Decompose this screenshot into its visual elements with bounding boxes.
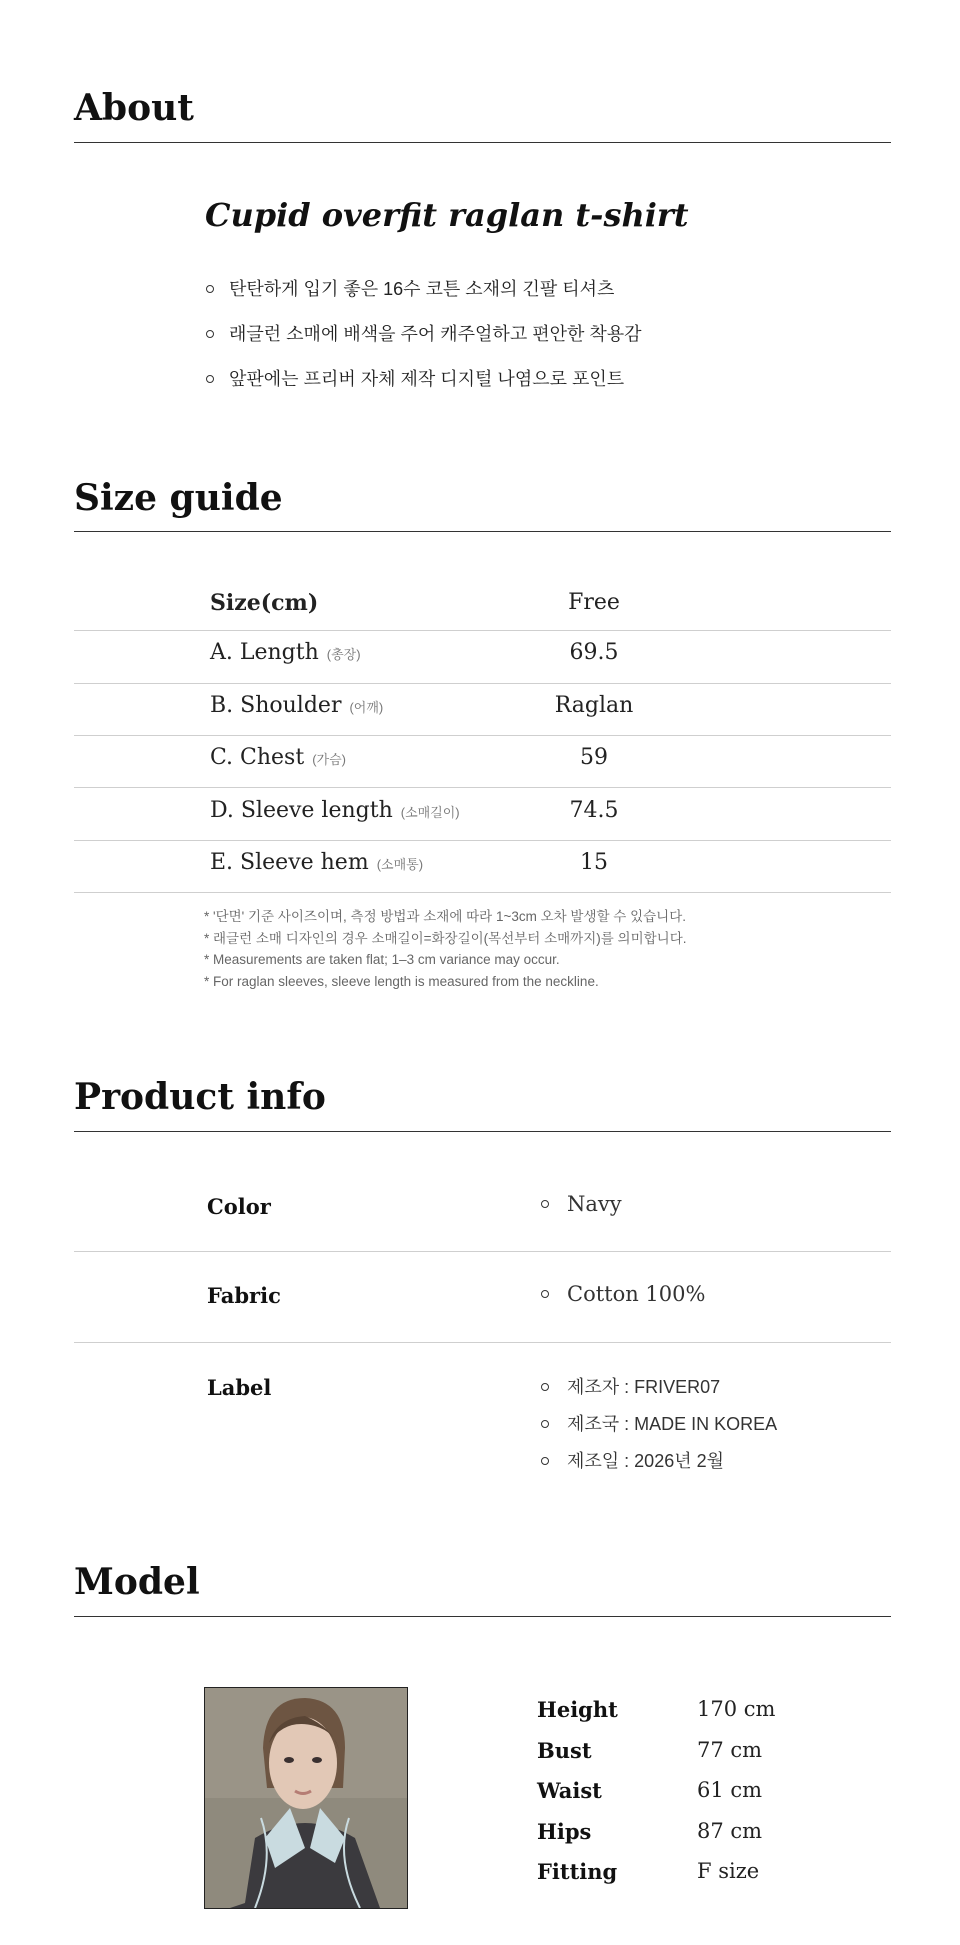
model-stat-row <box>537 1859 837 1900</box>
about-feature-item: 래글런 소매에 배색을 주어 캐주얼하고 편안한 착용감 <box>205 319 642 364</box>
size-note: * For raglan sleeves, sleeve length is measured from the neckline. <box>204 973 599 989</box>
product-info-row-divider <box>74 1251 891 1252</box>
size-note: * Measurements are taken flat; 1–3 cm variance may occur. <box>204 952 560 967</box>
size-row-value: 15 <box>580 850 608 875</box>
size-row-label: A. Length (총장) <box>210 640 361 665</box>
model-stat-key: Bust <box>537 1737 592 1763</box>
color-values <box>540 1189 622 1219</box>
model-heading: Model <box>74 1561 200 1603</box>
size-row-korean-label: (가슴) <box>312 752 346 767</box>
size-row-label: C. Chest (가슴) <box>210 745 346 770</box>
model-stat-value: 170 cm <box>697 1697 776 1721</box>
size-row-divider <box>74 840 891 841</box>
model-stat-row <box>537 1697 837 1738</box>
label-values <box>540 1369 777 1480</box>
fabric-value: Cotton 100% <box>540 1279 705 1309</box>
model-stats <box>537 1697 837 1900</box>
label-label: Label <box>207 1375 272 1400</box>
size-row-divider <box>74 683 891 684</box>
size-row-sleeve-length <box>74 790 891 842</box>
model-stat-key: Waist <box>537 1778 602 1803</box>
size-row-shoulder <box>74 685 891 737</box>
model-stat-key: Height <box>537 1697 618 1722</box>
model-stat-value: 77 cm <box>697 1737 763 1762</box>
about-feature-list <box>205 274 642 409</box>
label-value: 제조일 : 2026년 2월 <box>540 1443 777 1480</box>
product-name: Cupid overfit raglan t-shirt <box>205 196 689 234</box>
fabric-label: Fabric <box>207 1283 281 1308</box>
size-row-label: B. Shoulder (어깨) <box>210 693 384 718</box>
model-divider <box>74 1616 891 1617</box>
size-row-divider <box>74 892 891 893</box>
size-row-korean-label: (총장) <box>326 647 361 662</box>
size-guide-heading: Size guide <box>74 477 283 519</box>
model-photo <box>204 1687 408 1909</box>
product-info-heading: Product info <box>74 1076 326 1118</box>
label-value: 제조자 : FRIVER07 <box>540 1369 777 1406</box>
size-guide-divider <box>74 531 891 532</box>
model-stat-value: 61 cm <box>697 1778 763 1802</box>
about-feature-item: 앞판에는 프리버 자체 제작 디지털 나염으로 포인트 <box>205 364 642 409</box>
size-row-value: 69.5 <box>569 640 619 665</box>
model-photo-illustration <box>205 1688 407 1908</box>
size-row-label: E. Sleeve hem (소매통) <box>210 850 424 875</box>
model-stat-row <box>537 1738 837 1779</box>
size-row-divider <box>74 787 891 788</box>
size-row-value: 74.5 <box>569 798 619 823</box>
model-stat-row <box>537 1819 837 1860</box>
product-info-row-divider <box>74 1342 891 1343</box>
size-row-korean-label: (소매통) <box>376 857 424 872</box>
color-label: Color <box>207 1194 271 1219</box>
about-feature-item: 탄탄하게 입기 좋은 16수 코튼 소재의 긴팔 티셔츠 <box>205 274 642 319</box>
model-stat-value: F size <box>697 1859 760 1883</box>
fabric-values <box>540 1279 705 1309</box>
size-row-length <box>74 632 891 684</box>
product-info-divider <box>74 1131 891 1132</box>
size-table-header <box>74 582 891 634</box>
size-row-value: 59 <box>580 745 608 770</box>
color-value: Navy <box>540 1189 622 1219</box>
size-row-korean-label: (어깨) <box>349 700 384 715</box>
size-row-sleeve-hem <box>74 842 891 894</box>
about-divider <box>74 142 891 143</box>
model-stat-key: Hips <box>537 1818 592 1844</box>
size-row-divider <box>74 735 891 736</box>
size-header-label: Size(cm) <box>210 590 319 616</box>
model-stat-row <box>537 1778 837 1819</box>
size-row-chest <box>74 737 891 789</box>
size-header-value: Free <box>568 590 620 615</box>
size-row-value: Raglan <box>554 693 634 718</box>
model-stat-key: Fitting <box>537 1859 618 1884</box>
about-heading: About <box>74 87 194 129</box>
size-row-divider <box>74 630 891 631</box>
model-stat-value: 87 cm <box>697 1818 763 1843</box>
label-value: 제조국 : MADE IN KOREA <box>540 1406 777 1443</box>
size-notes <box>204 906 687 992</box>
size-row-korean-label: (소매길이) <box>400 805 460 820</box>
size-note: * '단면' 기준 사이즈이며, 측정 방법과 소재에 따라 1~3cm 오차 발생할 수 있습니다. <box>204 909 687 924</box>
size-note: * 래글런 소매 디자인의 경우 소매길이=화장길이(목선부터 소매까지)를 의미합니다. <box>204 930 687 946</box>
size-row-label: D. Sleeve length (소매길이) <box>210 798 460 823</box>
